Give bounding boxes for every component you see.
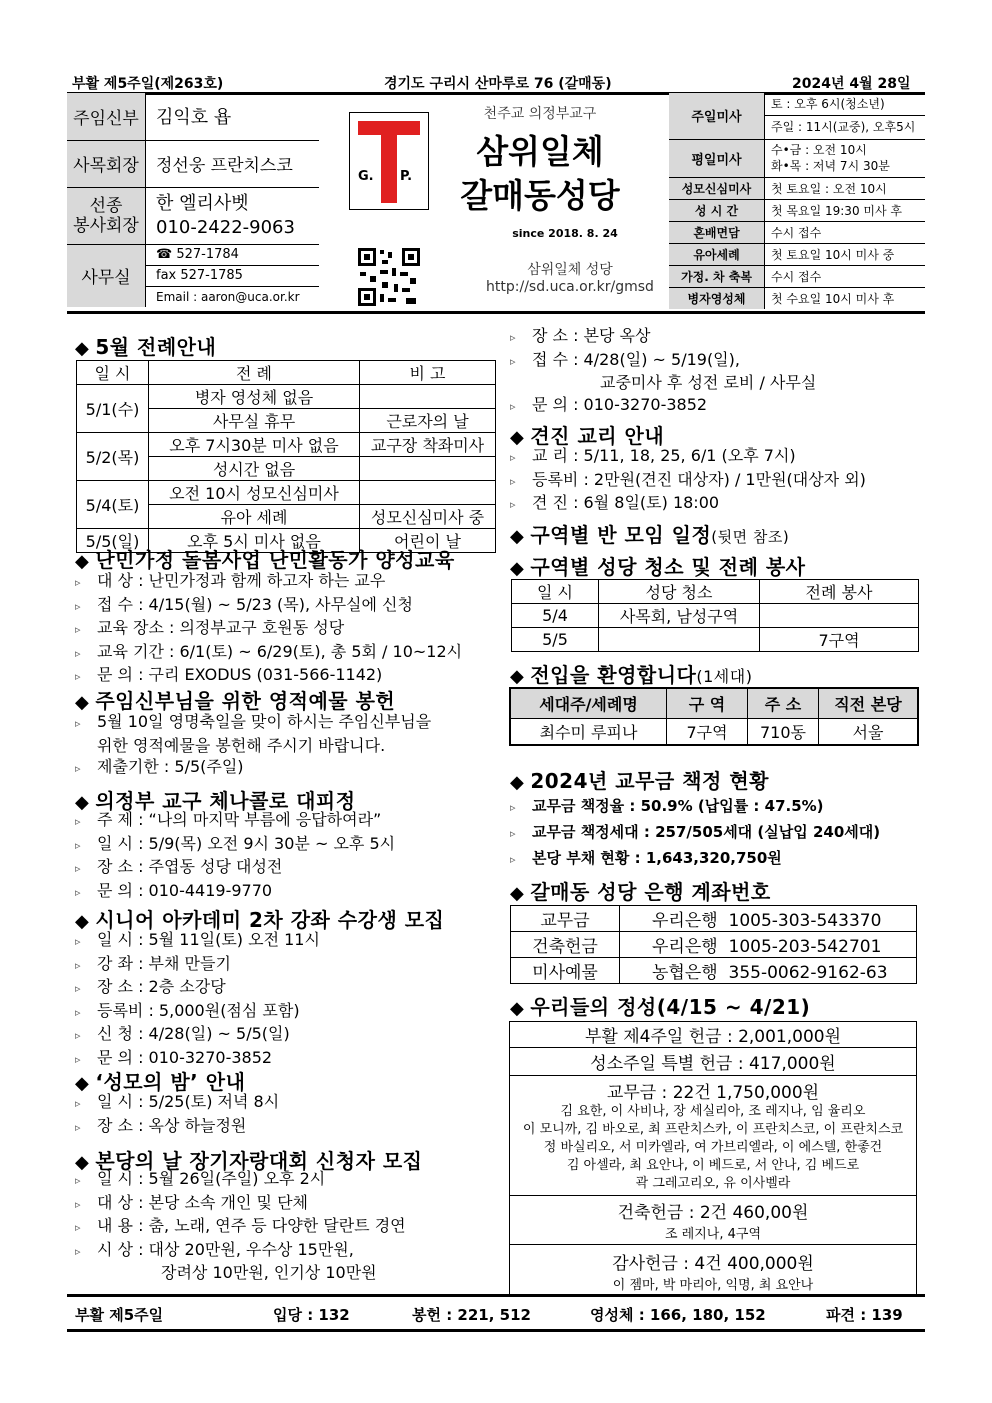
footer-communion: 영성체 : 166, 180, 152: [590, 1306, 766, 1324]
issue-label: 부활 제5주일(제263호): [72, 76, 224, 92]
liturgy-item: 오후 7시30분 미사 없음: [149, 433, 360, 457]
senior-line: 강 좌 : 부채 만들기: [97, 953, 231, 973]
cleaning-cell: 5/5: [512, 628, 599, 652]
talent-line: 장려상 10만원, 인기상 10만원: [161, 1263, 377, 1282]
offering-main: 부활 제4주일 헌금 : 2,001,000원: [510, 1022, 917, 1048]
bank-number: 355-0062-9162-63: [728, 963, 888, 983]
label-pastor: 주임신부: [67, 93, 146, 140]
parish-logo: [349, 112, 429, 210]
bank-title: ◆ 갈매동 성당 은행 계좌번호: [510, 880, 771, 904]
liturgy-item: 오전 10시 성모신심미사: [149, 481, 360, 505]
spiritual-gift-line: 위한 영적예물을 봉헌해 주시기 바랍니다.: [97, 735, 386, 755]
spiritual-gift-line: 제출기한 : 5/5(주일): [97, 757, 244, 776]
may-liturgy-table: [76, 360, 496, 553]
catechism-line: 견 진 : 6월 8일(토) 18:00: [532, 493, 720, 512]
label-funeral: 선종 봉사회장: [67, 187, 146, 244]
qr-code: [358, 248, 420, 306]
welcome-cell: 7구역: [667, 718, 748, 745]
liturgy-date: 5/2(목): [77, 433, 149, 481]
refugee-line: 대 상 : 난민가정과 함께 하고자 하는 교우: [97, 571, 386, 590]
col-note: 비 고: [360, 361, 496, 385]
contribution-line: 본당 부채 현황 : 1,643,320,750원: [532, 849, 782, 867]
footer-offering: 봉헌 : 221, 512: [412, 1306, 531, 1324]
talent-line: 시 상 : 대상 20만원, 우수상 15만원,: [97, 1239, 354, 1259]
cleaning-cell: 5/4: [512, 604, 599, 628]
liturgy-note: [360, 481, 496, 505]
catechism-line: 교 리 : 5/11, 18, 25, 6/1 (오후 7시): [532, 446, 796, 465]
offering-donor-line: 김 아셀라, 최 요안나, 이 베드로, 서 안나, 김 베드로: [566, 1158, 860, 1173]
liturgy-item: 오후 5시 미사 없음: [149, 529, 360, 553]
talent-cont-line: 접 수 : 4/28(일) ~ 5/19(일),: [532, 349, 740, 369]
marian-night-title: ◆ ‘성모의 밤’ 안내: [75, 1070, 246, 1094]
cleaning-cell: 7구역: [760, 628, 919, 652]
mass-label-weekday: 평일미사: [669, 139, 765, 177]
mass-marian: 첫 토요일 : 오전 10시: [765, 177, 926, 199]
refugee-line: 문 의 : 구리 EXODUS (031-566-1142): [97, 665, 383, 684]
refugee-line: 교육 기간 : 6/1(토) ~ 6/29(토), 총 5회 / 10~12시: [97, 641, 463, 661]
refugee-line: 교육 장소 : 의정부교구 호원동 성당: [97, 618, 345, 637]
cleaning-cell: 사목회, 남성구역: [599, 604, 760, 628]
mass-label-sunday: 주일미사: [669, 93, 765, 139]
talent-cont-line: 교중미사 후 성전 로비 / 사무실: [600, 373, 817, 392]
liturgy-item: 사무실 휴무: [149, 409, 360, 433]
logo-p: P.: [400, 169, 413, 184]
senior-line: 등록비 : 5,000원(점심 포함): [97, 1000, 300, 1020]
liturgy-item: 병자 영성체 없음: [149, 385, 360, 409]
talent-show-title: ◆ 본당의 날 장기자랑대회 신청자 모집: [75, 1149, 423, 1173]
offering-donor-line: 이 젬마, 박 마리아, 익명, 최 요안나: [612, 1278, 814, 1293]
liturgy-note: 성모신심미사 중: [360, 505, 496, 529]
bank-account: [620, 958, 917, 984]
mass-label-blessing: 가정. 차 축복: [669, 265, 765, 287]
bank-type: 교무금: [511, 906, 620, 932]
offering-main: 감사헌금 : 4건 400,000원: [612, 1254, 814, 1274]
liturgy-note: [360, 457, 496, 481]
mass-label-sick: 병자영성체: [669, 287, 765, 309]
mass-sunday-2: 주일 : 11시(교중), 오후5시: [771, 120, 916, 135]
welcome-cell: 710동: [748, 718, 819, 745]
talent-show-lines: ▹ 일 시 : 5월 26일(주일) 오후 2시 ▹ 대 상 : 본당 소속 개인 및 단체 ▹ 내 용 : 춤, 노래, 연주 등 다양한 달란트 경연 ▹ 시 상 : 대상 20만원, 우수상 15만원, 장려상 10만원, 인기상 10만원: [75, 1169, 406, 1282]
refugee-title: ◆ 난민가정 돌봄사업 난민활동가 양성교육: [75, 548, 455, 572]
cleaning-col: 일 시: [512, 580, 599, 604]
offering-main: 교무금 : 22건 1,750,000원: [606, 1083, 820, 1103]
offering-donor-line: 곽 그레고리오, 유 이사벨라: [635, 1176, 791, 1191]
liturgy-date: 5/1(수): [77, 385, 149, 433]
col-date: 일 시: [77, 361, 149, 385]
parish-name-2: 갈매동성당: [460, 176, 620, 215]
offering-donor-line: 이 모니까, 김 바오로, 최 프란치스카, 이 프란치스코, 이 프란치스코: [522, 1122, 904, 1137]
liturgy-note: 근로자의 날: [360, 409, 496, 433]
spiritual-gift-title: ◆ 주임신부님을 위한 영적예물 봉헌: [75, 689, 396, 713]
spiritual-gift-line: 5월 10일 영명축일을 맞이 하시는 주임신부님을: [97, 712, 432, 731]
offering-main: 건축헌금 : 2건 460,00원: [617, 1203, 809, 1223]
bank-number: 1005-303-543370: [728, 911, 882, 931]
contribution-lines: ▹ 교무금 책정율 : 50.9% (납입률 : 47.5%) ▹ 교무금 책정세대 : 257/505세대 (실납입 240세대) ▹ 본당 부채 현황 : 1,643,320,750원: [510, 797, 881, 867]
bank-number: 1005-203-542701: [728, 937, 882, 957]
talent-cont-line: 장 소 : 본당 옥상: [532, 326, 651, 345]
address: 경기도 구리시 산마루로 76 (갈매동): [384, 76, 612, 92]
contribution-line: 교무금 책정율 : 50.9% (납입률 : 47.5%): [532, 797, 824, 815]
footer-week: 부활 제5주일: [75, 1306, 164, 1324]
contribution-title: ◆ 2024년 교무금 책정 현황: [510, 769, 769, 793]
office-phone: ☎ 527-1784: [146, 245, 319, 266]
bank-type: 미사예물: [511, 958, 620, 984]
mass-marriage: 수시 접수: [765, 221, 926, 243]
cenacolo-line: 장 소 : 주엽동 성당 대성전: [97, 857, 283, 876]
talent-cont-line: 문 의 : 010-3270-3852: [532, 394, 708, 414]
district-meeting-title: ◆ 구역별 반 모임 일정(뒷면 참조): [510, 523, 790, 547]
label-council: 사목회장: [67, 140, 146, 187]
catechism-lines: ▹ 교 리 : 5/11, 18, 25, 6/1 (오후 7시) ▹ 등록비 : 2만원(견진 대상자) / 1만원(대상자 외) ▹ 견 진 : 6월 8일(토) 18:00: [510, 446, 866, 512]
cenacolo-line: 주 제 : “나의 마지막 부름에 응답하여라”: [97, 810, 382, 829]
marian-line: 장 소 : 옥상 하늘정원: [97, 1115, 247, 1135]
office-email: Email : aaron@uca.or.kr: [156, 289, 300, 304]
info-table: [67, 93, 319, 307]
senior-line: 문 의 : 010-3270-3852: [97, 1047, 273, 1067]
welcome-col: 직전 본당: [819, 688, 919, 718]
liturgy-date: 5/4(토): [77, 481, 149, 529]
diocese: 천주교 의정부교구: [483, 106, 597, 122]
mass-label-holyhour: 성 시 간: [669, 199, 765, 221]
contribution-line: 교무금 책정세대 : 257/505세대 (실납입 240세대): [532, 823, 881, 841]
district-meeting-note: (뒷면 참조): [711, 528, 790, 546]
liturgy-note: [360, 385, 496, 409]
since: since 2018. 8. 24: [512, 227, 618, 240]
label-office: 사무실: [67, 244, 146, 307]
refugee-lines: ▹ 대 상 : 난민가정과 함께 하고자 하는 교우 ▹ 접 수 : 4/15(월) ~ 5/23 (목), 사무실에 신청 ▹ 교육 장소 : 의정부교구 호원동 성당 ▹ 교육 기간 : 6/1(토) ~ 6/29(토), 총 5회 / 10~12시 ▹ 문 의 : 구리 EXODUS (031-566-1142): [75, 571, 463, 684]
marian-line: 일 시 : 5/25(토) 저녁 8시: [97, 1092, 280, 1111]
mass-label-marian: 성모신심미사: [669, 177, 765, 199]
bank-name: 우리은행: [652, 911, 718, 931]
spiritual-gift-lines: ▹ 5월 10일 영명축일을 맞이 하시는 주임신부님을 위한 영적예물을 봉헌해 주시기 바랍니다. ▹ 제출기한 : 5/5(주일): [75, 712, 432, 776]
offering-main: 성소주일 특별 헌금 : 417,000원: [510, 1048, 917, 1076]
value-funeral: 한 엘리사벳 010-2422-9063: [156, 192, 295, 238]
mass-blessing: 수시 접수: [765, 265, 926, 287]
catechism-line: 등록비 : 2만원(견진 대상자) / 1만원(대상자 외): [532, 469, 866, 489]
mass-sick: 첫 수요일 10시 미사 후: [765, 287, 926, 309]
office-fax: fax 527-1785: [146, 266, 319, 287]
value-council: 정선웅 프란치스코: [156, 156, 293, 176]
site-url: http://sd.uca.or.kr/gmsd: [486, 279, 654, 295]
welcome-col: 구 역: [667, 688, 748, 718]
welcome-col: 세대주/세례명: [510, 688, 667, 718]
mass-baptism: 첫 토요일 10시 미사 중: [765, 243, 926, 265]
cleaning-table: [511, 579, 919, 652]
bank-table: [510, 905, 917, 984]
offering-donor-line: 정 바실리오, 서 미카엘라, 여 가브리엘라, 이 에스텔, 한좋건: [543, 1140, 883, 1155]
liturgy-item: 성시간 없음: [149, 457, 360, 481]
parish-name-1: 삼위일체: [476, 132, 604, 171]
mass-weekday-2: 화•목 : 저녁 7시 30분: [771, 159, 890, 173]
site-name: 삼위일체 성당: [527, 262, 613, 278]
welcome-table: [509, 687, 919, 746]
bank-name: 우리은행: [652, 937, 718, 957]
marian-night-lines: ▹ 일 시 : 5/25(토) 저녁 8시 ▹ 장 소 : 옥상 하늘정원: [75, 1092, 280, 1135]
bank-type: 건축헌금: [511, 932, 620, 958]
liturgy-item: 유아 세례: [149, 505, 360, 529]
talent-line: 대 상 : 본당 소속 개인 및 단체: [97, 1192, 309, 1212]
cleaning-cell: [599, 628, 760, 652]
cleaning-cell: [760, 604, 919, 628]
footer-attend: 입당 : 132: [273, 1306, 350, 1324]
talent-show-continued: ▹ 장 소 : 본당 옥상 ▹ 접 수 : 4/28(일) ~ 5/19(일), 교중미사 후 성전 로비 / 사무실 ▹ 문 의 : 010-3270-3852: [510, 326, 817, 414]
catechism-title: ◆ 견진 교리 안내: [510, 424, 665, 448]
cleaning-col: 전례 봉사: [760, 580, 919, 604]
mass-label-marriage: 혼배면담: [669, 221, 765, 243]
talent-line: 일 시 : 5월 26일(주일) 오후 2시: [97, 1169, 326, 1188]
offerings-title: ◆ 우리들의 정성(4/15 ~ 4/21): [510, 995, 811, 1019]
senior-line: 일 시 : 5월 11일(토) 오전 11시: [97, 930, 320, 949]
col-liturgy: 전 례: [149, 361, 360, 385]
bank-name: 농협은행: [652, 963, 718, 983]
welcome-title: ◆ 전입을 환영합니다(1세대): [510, 663, 753, 687]
senior-academy-lines: ▹ 일 시 : 5월 11일(토) 오전 11시 ▹ 강 좌 : 부채 만들기 ▹ 장 소 : 2층 소강당 ▹ 등록비 : 5,000원(점심 포함) ▹ 신 청 : 4/28(일) ~ 5/5(일) ▹ 문 의 : 010-3270-3852: [75, 930, 320, 1067]
masthead-rule: [67, 311, 925, 314]
issue-date: 2024년 4월 28일: [792, 76, 911, 92]
welcome-col: 주 소: [748, 688, 819, 718]
offering-donors: [510, 1103, 916, 1193]
welcome-cell: 서울: [819, 718, 919, 745]
senior-academy-title: ◆ 시니어 아카데미 2차 강좌 수강생 모집: [75, 908, 445, 932]
logo-g: G.: [358, 169, 374, 184]
footer-rule-top: [67, 1294, 925, 1297]
mass-holyhour: 첫 목요일 19:30 미사 후: [765, 199, 926, 221]
welcome-cell: 최수미 루피나: [510, 718, 667, 745]
may-liturgy-title: ◆ 5월 전례안내: [75, 335, 217, 359]
cenacolo-lines: ▹ 주 제 : “나의 마지막 부름에 응답하여라” ▹ 일 시 : 5/9(목) 오전 9시 30분 ~ 오후 5시 ▹ 장 소 : 주엽동 성당 대성전 ▹ 문 의 : 010-4419-9770: [75, 810, 396, 900]
footer-dismiss: 파견 : 139: [826, 1306, 903, 1324]
cleaning-col: 성당 청소: [599, 580, 760, 604]
liturgy-note: 어린이 날: [360, 529, 496, 553]
offering-donor-line: 김 요한, 이 사비나, 장 세실리아, 조 레지나, 임 율리오: [560, 1104, 866, 1119]
liturgy-note: 교구장 착좌미사: [360, 433, 496, 457]
offering-donor-line: 조 레지나, 4구역: [664, 1227, 762, 1242]
liturgy-date: 5/5(일): [77, 529, 149, 553]
mass-times-table: [669, 93, 925, 309]
footer-rule-bottom: [67, 1329, 925, 1332]
value-pastor: 김익호 욥: [156, 107, 232, 129]
talent-line: 내 용 : 춤, 노래, 연주 등 다양한 달란트 경연: [97, 1216, 406, 1235]
cleaning-title: ◆ 구역별 성당 청소 및 전례 봉사: [510, 555, 806, 579]
mass-weekday-1: 수•금 : 오전 10시: [771, 143, 867, 157]
refugee-line: 접 수 : 4/15(월) ~ 5/23 (목), 사무실에 신청: [97, 594, 413, 614]
cenacolo-line: 일 시 : 5/9(목) 오전 9시 30분 ~ 오후 5시: [97, 833, 396, 853]
mass-sunday-1: 토 : 오후 6시(청소년): [765, 93, 925, 116]
offerings-table: [509, 1021, 917, 1297]
cenacolo-line: 문 의 : 010-4419-9770: [97, 880, 273, 900]
senior-line: 장 소 : 2층 소강당: [97, 977, 226, 996]
bank-account: [620, 932, 917, 958]
cenacolo-title: ◆ 의정부 교구 체나콜로 대피정: [75, 789, 356, 813]
senior-line: 신 청 : 4/28(일) ~ 5/5(일): [97, 1024, 290, 1043]
mass-label-baptism: 유아세례: [669, 243, 765, 265]
welcome-note: (1세대): [696, 667, 753, 686]
bank-account: [620, 906, 917, 932]
